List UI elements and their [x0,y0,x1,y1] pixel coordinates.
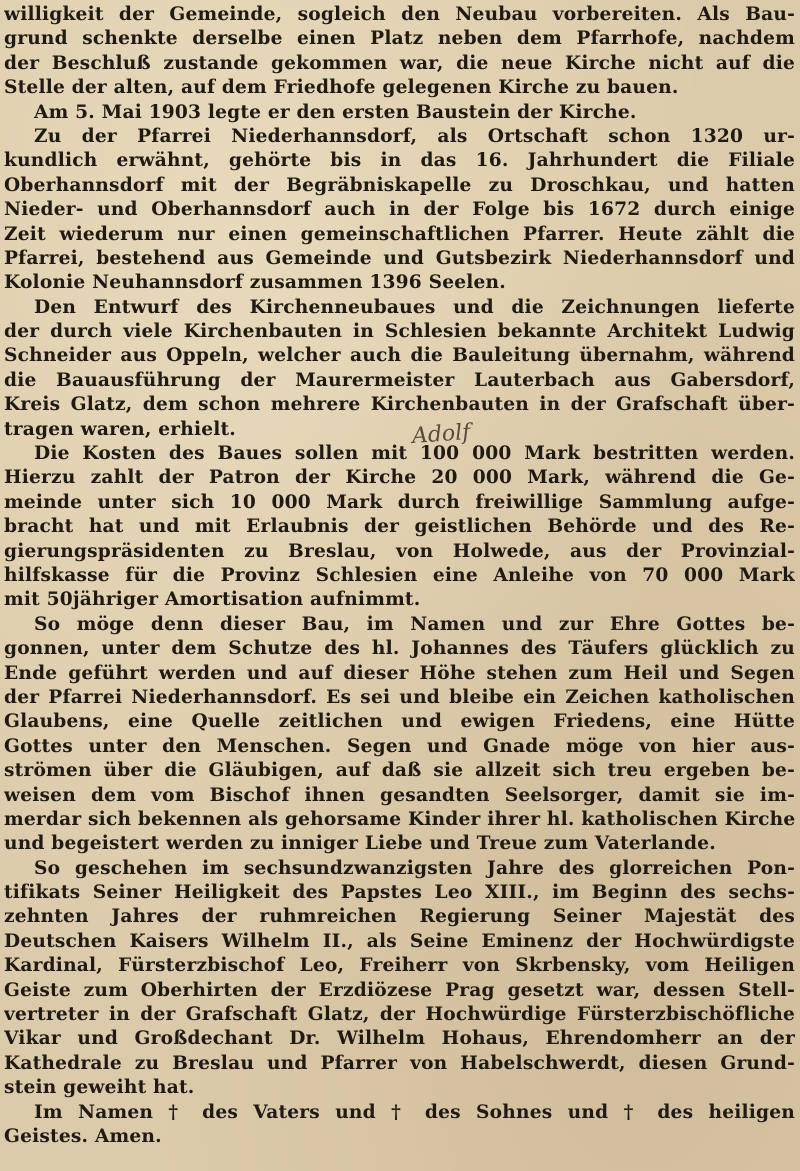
text-line: gonnen, unter dem Schutze des hl. Johannes des Täufers glücklich zu [4,638,795,660]
text-line: zehnten Jahres der ruhmreichen Regierung Seiner Majestät des [4,906,795,928]
text-line: Kreis Glatz, dem schon mehrere Kirchenbauten in der Grafschaft über- [4,394,795,416]
text-line: stein geweiht hat. [4,1077,195,1099]
text-line: strömen über die Gläubigen, auf daß sie allzeit sich treu ergeben be- [4,760,795,782]
text-line: So geschehen im sechsundzwanzigsten Jahre des glorreichen Pon- [34,857,795,879]
text-line: der Pfarrei Niederhannsdorf. Es sei und bleibe ein Zeichen katholischen [4,686,795,708]
text-line: bracht hat und mit Erlaubnis der geistlichen Behörde und des Re- [4,516,795,538]
text-line: Kolonie Neuhannsdorf zusammen 1396 Seelen. [4,272,506,294]
text-line: tragen waren, erhielt. [4,418,236,440]
text-line: Vikar und Großdechant Dr. Wilhelm Hohaus, Ehrendomherr an der [4,1028,795,1050]
text-line: Deutschen Kaisers Wilhelm II., als Seine Eminenz der Hochwürdigste [4,930,795,952]
text-line: grund schenkte derselbe einen Platz neben dem Pfarrhofe, nachdem [4,28,795,50]
text-line: willigkeit der Gemeinde, sogleich den Neubau vorbereiten. Als Bau- [4,4,795,25]
text-line: mit 50jähriger Amortisation aufnimmt. [4,589,421,611]
text-line: Ende geführt werden und auf dieser Höhe stehen zum Heil und Segen [4,662,795,684]
text-line: Pfarrei, bestehend aus Gemeinde und Gutsbezirk Niederhannsdorf und [4,247,795,269]
text-line: tifikats Seiner Heiligkeit des Papstes Leo XIII., im Beginn des sechs- [4,882,795,904]
text-line: Am 5. Mai 1903 legte er den ersten Baustein der Kirche. [34,101,637,123]
text-line: Glaubens, eine Quelle zeitlichen und ewigen Friedens, eine Hütte [4,711,795,733]
text-line: merdar sich bekennen als gehorsame Kinder ihrer hl. katholischen Kirche [4,808,795,830]
text-line: Geistes. Amen. [4,1125,162,1147]
text-line: gierungspräsidenten zu Breslau, von Holwede, aus der Provinzial- [4,540,795,562]
text-line: So möge denn dieser Bau, im Namen und zur Ehre Gottes be- [34,613,795,635]
text-line: Im Namen † des Vaters und † des Sohnes und † des heiligen [34,1101,795,1123]
text-line: meinde unter sich 10 000 Mark durch freiwillige Sammlung aufge- [4,491,795,513]
text-line: Nieder- und Oberhannsdorf auch in der Folge bis 1672 durch einige [4,199,795,221]
text-line: Hierzu zahlt der Patron der Kirche 20 000 Mark, während die Ge- [4,467,795,489]
text-line: vertreter in der Grafschaft Glatz, der Hochwürdige Fürsterzbischöfliche [4,1004,795,1026]
text-line: Zeit wiederum nur einen gemeinschaftlichen Pfarrer. Heute zählt die [4,223,795,245]
handwritten-note: Adolf [411,419,472,450]
text-line: der durch viele Kirchenbauten in Schlesien bekannte Architekt Ludwig [4,321,795,343]
text-line: Schneider aus Oppeln, welcher auch die Bauleitung übernahm, während [4,345,795,367]
text-line: und begeistert werden zu inniger Liebe und Treue zum Vaterlande. [4,833,716,855]
text-line: der Beschluß zustande gekommen war, die neue Kirche nicht auf die [4,52,795,74]
text-line: Den Entwurf des Kirchenneubaues und die Zeichnungen lieferte [34,296,795,318]
text-line: die Bauausführung der Maurermeister Lauterbach aus Gabersdorf, [4,369,795,391]
text-line: Zu der Pfarrei Niederhannsdorf, als Ortschaft schon 1320 ur- [34,125,795,147]
text-line: Stelle der alten, auf dem Friedhofe gelegenen Kirche zu bauen. [4,77,679,99]
text-line: Die Kosten des Baues sollen mit 100 000 Mark bestritten werden. [34,443,795,465]
text-line: weisen dem vom Bischof ihnen gesandten Seelsorger, damit sie im- [4,784,795,806]
text-line: kundlich erwähnt, gehörte bis in das 16. Jahrhundert die Filiale [4,150,795,172]
text-line: Kardinal, Fürsterzbischof Leo, Freiherr von Skrbensky, vom Heiligen [4,955,795,977]
text-line: Geiste zum Oberhirten der Erzdiözese Prag gesetzt war, dessen Stell- [4,979,795,1001]
text-line: hilfskasse für die Provinz Schlesien eine Anleihe von 70 000 Mark [4,564,795,586]
text-line: Oberhannsdorf mit der Begräbniskapelle zu Droschkau, und hatten [4,174,795,196]
text-line: Kathedrale zu Breslau und Pfarrer von Habelschwerdt, diesen Grund- [4,1052,795,1074]
text-line: Gottes unter den Menschen. Segen und Gnade möge von hier aus- [4,735,795,757]
